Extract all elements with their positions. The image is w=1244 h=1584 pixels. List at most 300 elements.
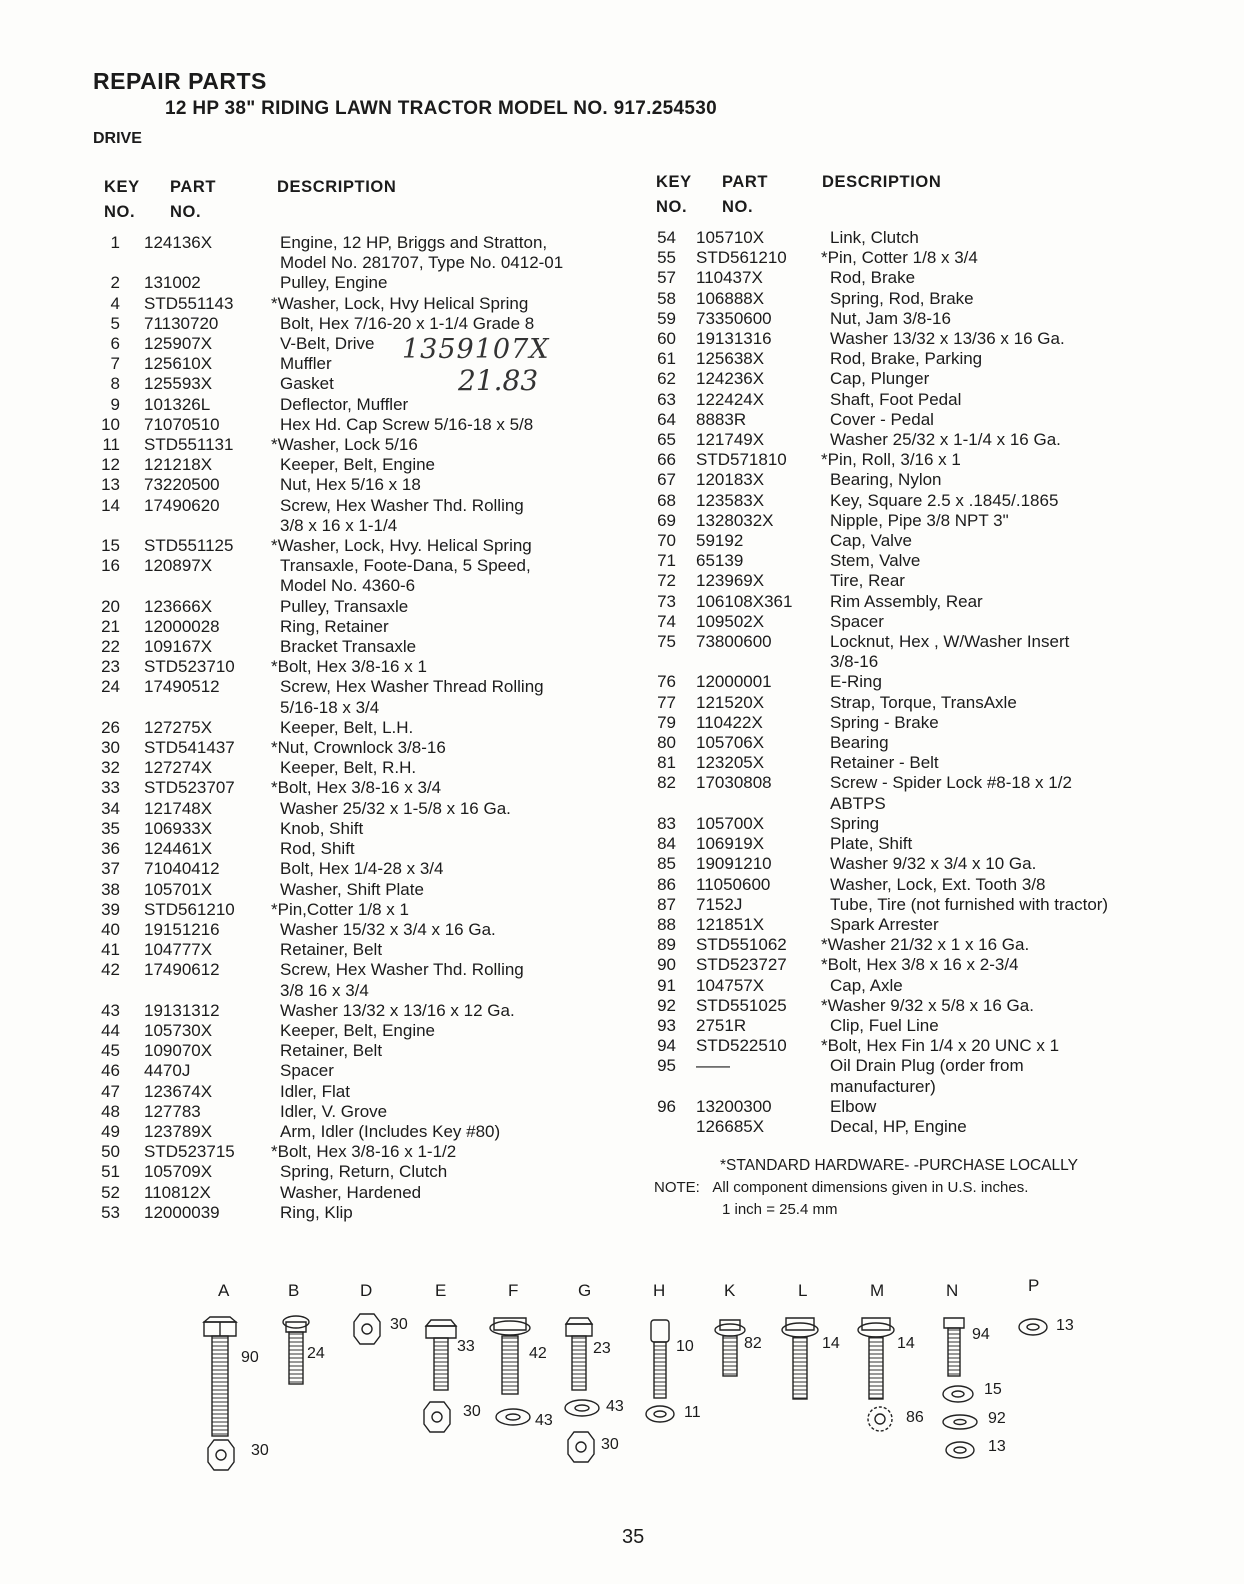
- hardware-letter-e: E: [435, 1281, 447, 1300]
- key-number: 35: [101, 818, 120, 838]
- key-number: 8: [110, 374, 120, 394]
- hw-label: 82: [744, 1335, 762, 1352]
- part-description: Screw, Hex Washer Thd. Rolling: [280, 960, 524, 980]
- part-description: Bracket Transaxle: [280, 637, 417, 657]
- part-description: *Pin, Cotter 1/8 x 3/4: [821, 248, 978, 268]
- key-number: 75: [657, 632, 676, 652]
- key-number: 14: [101, 495, 120, 515]
- part-number: 104777X: [144, 940, 213, 960]
- key-number: 87: [657, 894, 676, 914]
- key-number: 55: [657, 248, 676, 268]
- key-number: 91: [657, 975, 676, 995]
- hw-label: 14: [822, 1335, 840, 1352]
- part-description: Rod, Shift: [280, 839, 355, 859]
- part-number: 73220500: [144, 475, 220, 495]
- part-description: Screw, Hex Washer Thread Rolling: [280, 677, 544, 697]
- key-number: 34: [101, 798, 120, 818]
- part-number: 105709X: [144, 1162, 213, 1182]
- part-description: Washer, Shift Plate: [280, 879, 424, 899]
- part-number: 105700X: [696, 813, 765, 833]
- key-number: 92: [657, 995, 676, 1015]
- hw-label: 11: [684, 1404, 701, 1421]
- key-number: 11: [102, 435, 120, 455]
- part-number: 126685X: [696, 1116, 765, 1136]
- part-description: Cap, Valve: [830, 531, 912, 551]
- right-description-header: DESCRIPTION: [822, 173, 942, 191]
- part-description: Elbow: [830, 1096, 877, 1116]
- part-description: Pulley, Engine: [280, 273, 388, 293]
- key-number: 12: [101, 455, 120, 475]
- bolt-n-icon: [944, 1318, 964, 1376]
- part-number: STD523707: [144, 778, 235, 798]
- part-description: Bearing: [830, 733, 889, 753]
- key-number: 79: [657, 712, 676, 732]
- hw-label: 13: [1056, 1317, 1074, 1334]
- part-description: *Bolt, Hex 3/8 x 16 x 2-3/4: [821, 955, 1019, 975]
- key-number: 24: [101, 677, 120, 697]
- key-number: 30: [101, 738, 120, 758]
- key-number: 41: [101, 940, 120, 960]
- key-number: 20: [101, 596, 120, 616]
- section-title: DRIVE: [93, 130, 142, 147]
- hardware-letter-n: N: [946, 1281, 959, 1300]
- part-description-cont: 3/8 16 x 3/4: [280, 980, 369, 1000]
- part-number: 12000028: [144, 616, 220, 636]
- part-description: Washer 13/32 x 13/16 x 12 Ga.: [280, 1000, 515, 1020]
- hw-label: 14: [897, 1335, 915, 1352]
- key-number: 94: [657, 1036, 676, 1056]
- right-key-header: KEY NO.: [656, 173, 692, 216]
- part-number: 127275X: [144, 717, 213, 737]
- key-number: 52: [101, 1182, 120, 1202]
- part-description: Clip, Fuel Line: [830, 1015, 939, 1035]
- part-description: *Bolt, Hex Fin 1/4 x 20 UNC x 1: [821, 1036, 1060, 1056]
- key-number: 2: [110, 273, 120, 293]
- part-number: 121851X: [696, 914, 765, 934]
- key-number: 47: [101, 1081, 120, 1101]
- part-description-cont: Model No. 281707, Type No. 0412-01: [280, 253, 564, 273]
- key-number: 53: [101, 1202, 120, 1222]
- part-description: Washer 25/32 x 1-5/8 x 16 Ga.: [280, 798, 511, 818]
- key-number: 61: [657, 349, 676, 369]
- part-description: *Pin,Cotter 1/8 x 1: [271, 899, 409, 919]
- hw-label: 86: [906, 1409, 924, 1426]
- key-number: 70: [657, 531, 676, 551]
- part-description: Washer 25/32 x 1-1/4 x 16 Ga.: [830, 430, 1061, 450]
- part-number: STD551125: [144, 536, 234, 556]
- part-description: Washer 13/32 x 13/36 x 16 Ga.: [830, 329, 1065, 349]
- hw-label: 30: [251, 1442, 269, 1459]
- lockwasher-h-icon: [646, 1406, 674, 1422]
- key-number: 1: [110, 233, 120, 252]
- key-number: 71: [657, 551, 676, 571]
- part-number: 122424X: [696, 389, 765, 409]
- bolt-a-icon: [204, 1317, 236, 1436]
- part-number: 125610X: [144, 354, 213, 374]
- part-description: Keeper, Belt, R.H.: [280, 758, 417, 778]
- part-description: Cap, Axle: [830, 975, 903, 995]
- key-number: 88: [657, 914, 676, 934]
- key-number: 10: [101, 414, 120, 434]
- part-description: Plate, Shift: [830, 834, 913, 854]
- key-number: 37: [101, 859, 120, 879]
- part-number: 106933X: [144, 818, 213, 838]
- part-description: Keeper, Belt, Engine: [280, 455, 436, 475]
- part-description: Cover - Pedal: [830, 409, 934, 429]
- hardware-letter-f: F: [508, 1281, 519, 1300]
- part-description-cont: manufacturer): [830, 1076, 936, 1096]
- part-description-cont: 3/8 x 16 x 1-1/4: [280, 515, 398, 535]
- part-number: 125593X: [144, 374, 213, 394]
- key-number: 63: [657, 389, 676, 409]
- part-description: Spring - Brake: [830, 712, 939, 732]
- key-number: 42: [101, 960, 120, 980]
- key-number: 82: [657, 773, 676, 793]
- part-number: 105710X: [696, 228, 765, 247]
- hw-label: 10: [676, 1338, 694, 1355]
- page-subtitle: 12 HP 38" RIDING LAWN TRACTOR MODEL NO. 917.254530: [165, 98, 717, 119]
- part-number: 120897X: [144, 556, 213, 576]
- page-number: 35: [622, 1526, 645, 1548]
- page-title: REPAIR PARTS: [93, 68, 267, 94]
- part-description: Cap, Plunger: [830, 369, 930, 389]
- left-description-header: DESCRIPTION: [277, 178, 397, 196]
- part-description: Screw - Spider Lock #8-18 x 1/2: [830, 773, 1072, 793]
- nut-p-icon: [1019, 1319, 1047, 1335]
- part-number: 106108X361: [696, 591, 793, 611]
- part-number: 19131312: [144, 1000, 220, 1020]
- key-number: 26: [101, 717, 120, 737]
- part-description-cont: ABTPS: [830, 793, 886, 813]
- key-number: 76: [657, 672, 676, 692]
- hardware-letter-g: G: [578, 1281, 592, 1300]
- part-number: 19131316: [696, 329, 772, 349]
- hw-label: 94: [972, 1326, 990, 1343]
- part-description: Stem, Valve: [830, 551, 921, 571]
- part-number: 123583X: [696, 490, 765, 510]
- part-number: 106888X: [696, 288, 765, 308]
- hardware-letter-k: K: [724, 1281, 736, 1300]
- part-number: 123789X: [144, 1121, 213, 1141]
- part-description: Retainer, Belt: [280, 1041, 383, 1061]
- part-description: Deflector, Muffler: [280, 394, 409, 414]
- standard-hardware-note: *STANDARD HARDWARE- -PURCHASE LOCALLY: [720, 1157, 1078, 1174]
- part-number: 104757X: [696, 975, 765, 995]
- right-part-header: PART NO.: [722, 173, 769, 216]
- part-description: Tube, Tire (not furnished with tractor): [830, 894, 1109, 914]
- left-key-header: KEY NO.: [104, 178, 140, 221]
- key-number: 15: [101, 536, 120, 556]
- part-number: STD523727: [696, 955, 787, 975]
- part-description: Idler, Flat: [280, 1081, 350, 1101]
- part-description: Washer 15/32 x 3/4 x 16 Ga.: [280, 919, 496, 939]
- part-number: 2751R: [696, 1015, 747, 1035]
- hw-label: 33: [457, 1338, 475, 1355]
- nut-a-icon: [208, 1440, 234, 1470]
- part-number: STD541437: [144, 738, 235, 758]
- key-number: 93: [657, 1015, 676, 1035]
- key-number: 43: [101, 1000, 120, 1020]
- part-number: 13200300: [696, 1096, 772, 1116]
- key-number: 33: [101, 778, 120, 798]
- part-description: *Bolt, Hex 3/8-16 x 3/4: [271, 778, 442, 798]
- key-number: 95: [657, 1056, 676, 1076]
- star-washer-m-icon: [868, 1407, 892, 1431]
- key-number: 83: [657, 813, 676, 833]
- part-description: Spring, Return, Clutch: [280, 1162, 448, 1182]
- key-number: 67: [657, 470, 676, 490]
- part-number: 101326L: [144, 394, 211, 414]
- hardware-letter-b: B: [288, 1281, 300, 1300]
- part-number: STD522510: [696, 1036, 787, 1056]
- key-number: 81: [657, 753, 676, 773]
- part-number: 17030808: [696, 773, 772, 793]
- key-number: 90: [657, 955, 676, 975]
- screw-k-icon: [715, 1320, 745, 1376]
- part-number: 19151216: [144, 919, 220, 939]
- part-number: 127274X: [144, 758, 213, 778]
- key-number: 68: [657, 490, 676, 510]
- part-description: Locknut, Hex , W/Washer Insert: [830, 632, 1070, 652]
- part-number: 17490512: [144, 677, 220, 697]
- part-number: 65139: [696, 551, 744, 571]
- nut-n-icon: [946, 1442, 974, 1458]
- hardware-letter-p: P: [1028, 1276, 1040, 1295]
- key-number: 49: [101, 1121, 120, 1141]
- key-number: 65: [657, 430, 676, 450]
- part-number: 123666X: [144, 596, 213, 616]
- part-number: 109502X: [696, 611, 765, 631]
- part-number: 8883R: [696, 409, 747, 429]
- part-number: 110812X: [144, 1182, 211, 1202]
- key-number: 39: [101, 899, 120, 919]
- part-number: 1328032X: [696, 510, 774, 530]
- part-number: 73800600: [696, 632, 772, 652]
- part-number: 124236X: [696, 369, 765, 389]
- hardware-letter-a: A: [218, 1281, 230, 1300]
- part-number: 127783: [144, 1101, 201, 1121]
- part-description: Spring, Rod, Brake: [830, 288, 974, 308]
- part-description: *Washer, Lock 5/16: [271, 435, 418, 455]
- key-number: 36: [101, 839, 120, 859]
- part-number: STD523715: [144, 1142, 235, 1162]
- part-number: 120183X: [696, 470, 765, 490]
- part-number: 123205X: [696, 753, 765, 773]
- part-description: Washer 9/32 x 3/4 x 10 Ga.: [830, 854, 1037, 874]
- part-number: STD551062: [696, 935, 787, 955]
- hw-label: 43: [606, 1398, 624, 1415]
- part-number: STD561210: [696, 248, 787, 268]
- part-description: Spacer: [830, 611, 884, 631]
- part-number: STD551131: [144, 435, 234, 455]
- part-number: 4470J: [144, 1061, 191, 1081]
- part-number: STD561210: [144, 899, 235, 919]
- key-number: 38: [101, 879, 120, 899]
- hw-label: 30: [601, 1436, 619, 1453]
- washer-n-icon: [943, 1415, 977, 1429]
- part-number: 71040412: [144, 859, 220, 879]
- hw-label: 43: [535, 1412, 553, 1429]
- part-number: 71130720: [144, 313, 219, 333]
- part-number: 110437X: [696, 268, 763, 288]
- key-number: 45: [101, 1041, 120, 1061]
- part-description: Decal, HP, Engine: [830, 1116, 967, 1136]
- part-number: 124136X: [144, 233, 213, 252]
- part-description: Rod, Brake: [830, 268, 916, 288]
- hw-label: 42: [529, 1345, 547, 1362]
- part-number: 121748X: [144, 798, 213, 818]
- key-number: 69: [657, 510, 676, 530]
- key-number: 51: [101, 1162, 120, 1182]
- key-number: 54: [657, 228, 676, 247]
- handwritten-part-number: 1359107X: [402, 334, 550, 365]
- part-description: Nut, Jam 3/8-16: [830, 308, 951, 328]
- key-number: 96: [657, 1096, 676, 1116]
- key-number: 73: [657, 591, 676, 611]
- key-number: 50: [101, 1142, 120, 1162]
- part-description: Retainer, Belt: [280, 940, 383, 960]
- part-description: *Pin, Roll, 3/16 x 1: [821, 450, 961, 470]
- part-description: Spring: [830, 813, 880, 833]
- washer-f-icon: [496, 1409, 530, 1425]
- handwritten-price: 21.83: [458, 364, 539, 397]
- part-number: 12000001: [696, 672, 772, 692]
- part-number: 131002: [144, 273, 201, 293]
- part-number: 123969X: [696, 571, 765, 591]
- part-description: *Bolt, Hex 3/8-16 x 1-1/2: [271, 1142, 457, 1162]
- hw-label: 30: [390, 1316, 408, 1333]
- part-number: STD523710: [144, 657, 235, 677]
- key-number: 4: [110, 293, 120, 313]
- part-number: 109167X: [144, 637, 213, 657]
- key-number: 58: [657, 288, 676, 308]
- key-number: 86: [657, 874, 676, 894]
- part-number: 12000039: [144, 1202, 220, 1222]
- hw-label: 15: [984, 1381, 1002, 1398]
- part-number: 125907X: [144, 334, 213, 354]
- part-number: 124461X: [144, 839, 213, 859]
- key-number: 40: [101, 919, 120, 939]
- part-description: Washer, Lock, Ext. Tooth 3/8: [830, 874, 1046, 894]
- part-description-cont: 5/16-18 x 3/4: [280, 697, 380, 717]
- hw-label: 13: [988, 1438, 1006, 1455]
- part-description: Spark Arrester: [830, 914, 939, 934]
- part-number: 17490620: [144, 495, 220, 515]
- part-description: *Bolt, Hex 3/8-16 x 1: [271, 657, 427, 677]
- part-number: 123674X: [144, 1081, 213, 1101]
- part-description: Rim Assembly, Rear: [830, 591, 983, 611]
- part-description: Engine, 12 HP, Briggs and Stratton,: [280, 233, 548, 252]
- part-description: *Washer 21/32 x 1 x 16 Ga.: [821, 935, 1030, 955]
- hw-label: 92: [988, 1410, 1006, 1427]
- left-part-header: PART NO.: [170, 178, 217, 221]
- part-number: 71070510: [144, 414, 220, 434]
- part-number: 7152J: [696, 894, 743, 914]
- hardware-letter-h: H: [653, 1281, 666, 1300]
- screw-m-icon: [858, 1318, 894, 1399]
- part-description: Screw, Hex Washer Thd. Rolling: [280, 495, 524, 515]
- part-number: 121520X: [696, 692, 765, 712]
- part-number: 125638X: [696, 349, 765, 369]
- part-description: Bearing, Nylon: [830, 470, 942, 490]
- hardware-letter-l: L: [798, 1281, 808, 1300]
- part-number: 121749X: [696, 430, 765, 450]
- capscrew-h-icon: [651, 1320, 669, 1398]
- part-number: 11050600: [696, 874, 771, 894]
- part-number: 121218X: [144, 455, 213, 475]
- part-description: Keeper, Belt, L.H.: [280, 717, 414, 737]
- key-number: 48: [101, 1101, 120, 1121]
- key-number: 77: [657, 692, 676, 712]
- washer-g-icon: [565, 1400, 599, 1416]
- key-number: 85: [657, 854, 676, 874]
- key-number: 23: [101, 657, 120, 677]
- key-number: 84: [657, 834, 676, 854]
- nut-d-icon: [354, 1314, 380, 1344]
- key-number: 16: [101, 556, 120, 576]
- part-description: Keeper, Belt, Engine: [280, 1020, 436, 1040]
- hw-label: 23: [593, 1340, 611, 1357]
- part-number: ——: [696, 1056, 730, 1076]
- part-description: Hex Hd. Cap Screw 5/16-18 x 5/8: [280, 414, 534, 434]
- part-description: *Washer, Lock, Hvy. Helical Spring: [271, 536, 532, 556]
- part-number: 19091210: [696, 854, 772, 874]
- lockwasher-n-icon: [943, 1386, 973, 1402]
- key-number: 7: [110, 354, 120, 374]
- part-description: Key, Square 2.5 x .1845/.1865: [830, 490, 1059, 510]
- key-number: 57: [657, 268, 676, 288]
- part-description: Gasket: [280, 374, 334, 394]
- key-number: 74: [657, 611, 676, 631]
- key-number: 22: [101, 637, 120, 657]
- part-number: 110422X: [696, 712, 763, 732]
- part-description: Bolt, Hex 1/4-28 x 3/4: [280, 859, 444, 879]
- nut-g-icon: [568, 1432, 594, 1462]
- part-description: Spacer: [280, 1061, 334, 1081]
- part-description: Washer, Hardened: [280, 1182, 422, 1202]
- bolt-g-icon: [566, 1318, 592, 1390]
- part-number: 73350600: [696, 308, 772, 328]
- key-number: 9: [110, 394, 120, 414]
- nut-e-icon: [424, 1402, 450, 1432]
- part-description: Shaft, Foot Pedal: [830, 389, 962, 409]
- part-description: Arm, Idler (Includes Key #80): [280, 1121, 501, 1141]
- part-description: Idler, V. Grove: [280, 1101, 388, 1121]
- part-description: Strap, Torque, TransAxle: [830, 692, 1017, 712]
- key-number: 13: [101, 475, 120, 495]
- hardware-letter-d: D: [360, 1281, 373, 1300]
- part-description: Tire, Rear: [830, 571, 905, 591]
- key-number: 32: [101, 758, 120, 778]
- conversion-note: 1 inch = 25.4 mm: [722, 1201, 838, 1218]
- part-description: *Washer 9/32 x 5/8 x 16 Ga.: [821, 995, 1034, 1015]
- hw-label: 90: [241, 1349, 259, 1366]
- part-number: STD571810: [696, 450, 787, 470]
- part-description: Ring, Klip: [280, 1202, 353, 1222]
- screw-l-icon: [782, 1318, 818, 1399]
- hardware-letter-m: M: [870, 1281, 885, 1300]
- part-number: 105701X: [144, 879, 213, 899]
- dimension-note: NOTE: All component dimensions given in U.S. inches.: [654, 1179, 1029, 1196]
- part-description: Link, Clutch: [830, 228, 919, 247]
- part-description: Knob, Shift: [280, 818, 364, 838]
- part-description: Pulley, Transaxle: [280, 596, 409, 616]
- part-description: E-Ring: [830, 672, 882, 692]
- key-number: 6: [110, 334, 120, 354]
- part-description: Oil Drain Plug (order from: [830, 1056, 1024, 1076]
- hw-label: 30: [463, 1403, 481, 1420]
- screw-f-icon: [490, 1318, 530, 1394]
